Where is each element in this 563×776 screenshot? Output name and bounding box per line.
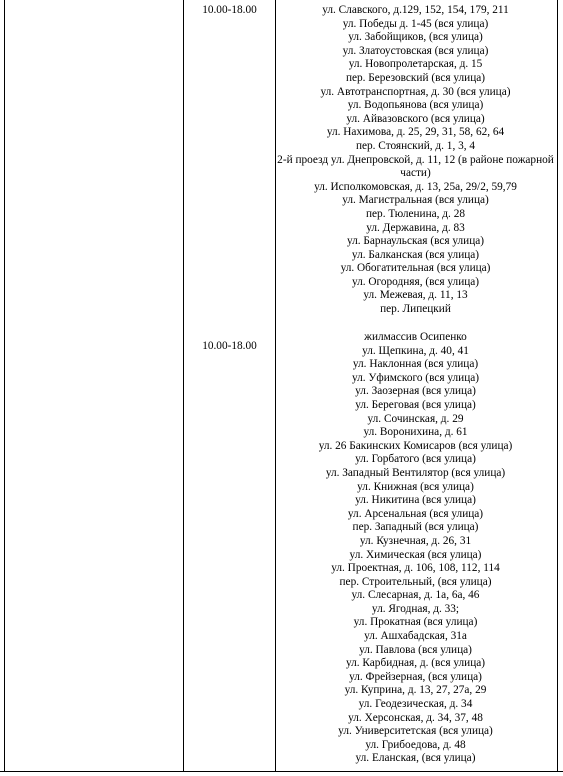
address-line: ул. Горбатого (вся улица) (355, 453, 476, 466)
address-line: ул. Уфимского (вся улица) (351, 371, 480, 384)
address-line: ул. Исполкомовская, д. 13, 25а, 29/2, 59,79 (314, 180, 517, 193)
address-line: ул. Победы д. 1-45 (вся улица) (342, 17, 489, 30)
row-1-time: 10.00-18.00 (202, 4, 257, 16)
address-line: ул. Воронихина, д. 61 (363, 426, 468, 439)
address-line: ул. Проектная, д. 106, 108, 112, 114 (331, 562, 500, 575)
address-line: ул. Новопролетарская, д. 15 (348, 58, 483, 71)
address-line: ул. Заозерная (вся улица) (355, 385, 476, 398)
address-line: ул. Водопьянова (вся улица) (347, 99, 484, 112)
address-line: ул. Книжная (вся улица) (357, 480, 474, 493)
address-line: ул. Геодезическая, д. 34 (358, 698, 473, 711)
address-line: пер. Западный (вся улица) (352, 521, 479, 534)
address-line: ул. Павлова (вся улица) (359, 643, 472, 656)
address-line: ул. Нахимова, д. 25, 29, 31, 58, 62, 64 (326, 126, 505, 139)
address-line: пер. Березовский (вся улица) (345, 71, 486, 84)
address-line: пер. Строительный, (вся улица) (339, 575, 492, 588)
address-line: ул. Никитина (вся улица) (355, 494, 476, 507)
address-line: пер. Стоянский, д. 1, 3, 4 (355, 139, 476, 152)
address-line: ул. Забойщиков, (вся улица) (348, 31, 483, 44)
address-line: ул. Автотранспортная, д. 30 (вся улица) (320, 85, 511, 98)
address-line: ул. Куприна, д. 13, 27, 27а, 29 (344, 684, 487, 697)
row-2-addresses (276, 331, 555, 766)
row-2-time: 10.00-18.00 (202, 340, 257, 352)
address-line: ул. Грибоедова, д. 48 (365, 738, 466, 751)
address-line: ул. Прокатная (вся улица) (353, 616, 478, 629)
address-line: ул. Огородняя, (вся улица) (351, 275, 480, 288)
table-border-right (557, 0, 558, 772)
address-line: ул. Обогатительная (вся улица) (340, 262, 491, 275)
address-line: пер. Липецкий (380, 303, 451, 316)
column-divider-1 (183, 0, 184, 772)
address-line: 2-й проезд ул. Днепровской, д. 11, 12 (в районе пожарной части) (277, 153, 554, 180)
address-line: ул. Ашхабадская, 31а (364, 630, 467, 643)
address-line: ул. Наклонная (вся улица) (352, 358, 479, 371)
address-line: ул. Айвазовского (вся улица) (346, 112, 485, 125)
address-line: ул. Фрейзерная, (вся улица) (349, 670, 482, 683)
table-border-left (4, 0, 5, 772)
address-line: ул. Еланская, (вся улица) (355, 752, 476, 765)
address-line: ул. Ягодная, д. 33; (371, 602, 460, 615)
address-line: ул. Береговая (вся улица) (355, 398, 476, 411)
address-line: ул. Университетская (вся улица) (338, 725, 493, 738)
row-1-addresses (276, 4, 555, 317)
address-line: ул. Балканская (вся улица) (351, 248, 480, 261)
address-line: ул. Златоустовская (вся улица) (342, 44, 489, 57)
address-line: ул. Славского, д.129, 152, 154, 179, 211 (322, 4, 509, 16)
address-line: ул. Межевая, д. 11, 13 (363, 289, 468, 302)
address-line: ул. Западный Вентилятор (вся улица) (325, 466, 506, 479)
address-line: ул. Державина, д. 83 (366, 221, 465, 234)
address-line: ул. Магистральная (вся улица) (342, 194, 489, 207)
address-line: ул. Химическая (вся улица) (349, 548, 482, 561)
table-bottom-border (0, 771, 563, 772)
address-line: ул. Щепкина, д. 40, 41 (362, 344, 469, 357)
address-line: ул. Карбидная, д. (вся улица) (345, 657, 486, 670)
address-line: ул. Херсонская, д. 34, 37, 48 (348, 711, 483, 724)
address-line: жилмассив Осипенко (364, 331, 467, 343)
address-line: ул. Арсенальная (вся улица) (347, 507, 484, 520)
address-line: ул. Сочинская, д. 29 (367, 412, 464, 425)
address-line: ул. 26 Бакинских Комисаров (вся улица) (318, 439, 513, 452)
address-line: ул. Кузнечная, д. 26, 31 (359, 534, 472, 547)
address-line: ул. Барнаульская (вся улица) (346, 235, 485, 248)
address-line: ул. Слесарная, д. 1а, 6а, 46 (351, 589, 480, 602)
address-line: пер. Тюленина, д. 28 (366, 207, 465, 220)
